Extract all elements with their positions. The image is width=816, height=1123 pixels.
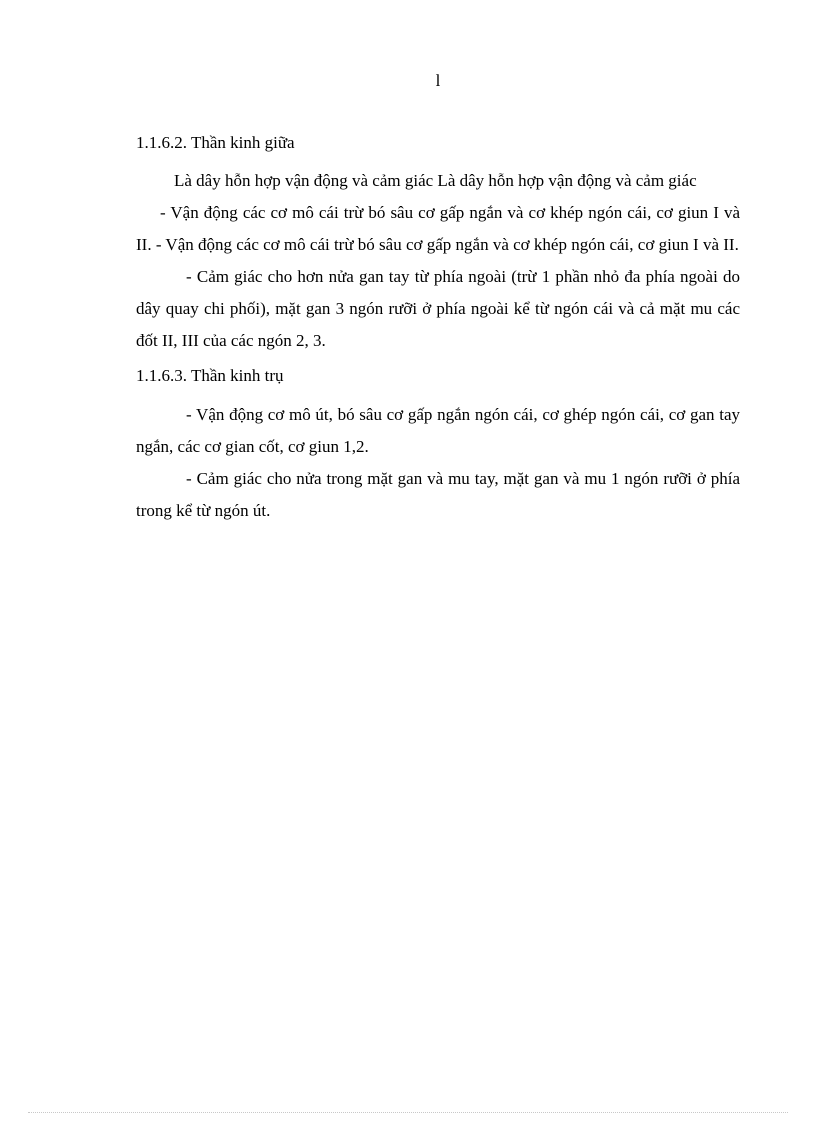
- page-number: l: [435, 71, 441, 90]
- paragraph-median-intro: Là dây hỗn hợp vận động và cảm giác Là dây hỗn hợp vận động và cảm giác: [174, 171, 697, 190]
- paragraph-median-motor: - Vận động các cơ mô cái trừ bó sâu cơ gấp ngắn và cơ khép ngón cái, cơ giun I và II. - Vận động các cơ mô cái trừ bó sâu cơ gấp ngắn và cơ khép ngón cái, cơ giun I và II.: [136, 203, 740, 254]
- section-heading-median-nerve: 1.1.6.2. Thần kinh giữa: [136, 133, 295, 152]
- paragraph-ulnar-motor: - Vận động cơ mô út, bó sâu cơ gấp ngắn ngón cái, cơ ghép ngón cái, cơ gan tay ngắn, các cơ gian cốt, cơ giun 1,2.: [136, 405, 740, 456]
- page-bottom-border: [28, 1112, 788, 1113]
- paragraph-ulnar-sensory: - Cảm giác cho nửa trong mặt gan và mu tay, mặt gan và mu 1 ngón rưỡi ở phía trong kể từ ngón út.: [136, 469, 740, 520]
- section-heading-ulnar-nerve: 1.1.6.3. Thần kinh trụ: [136, 366, 284, 385]
- paragraph-median-sensory: - Cảm giác cho hơn nửa gan tay từ phía ngoài (trừ 1 phần nhỏ đa phía ngoài do dây quay chi phối), mặt gan 3 ngón rưỡi ở phía ngoài kể từ ngón cái và cả mặt mu các đốt II, III của các ngón 2, 3.: [136, 267, 740, 350]
- document-body: [136, 132, 740, 527]
